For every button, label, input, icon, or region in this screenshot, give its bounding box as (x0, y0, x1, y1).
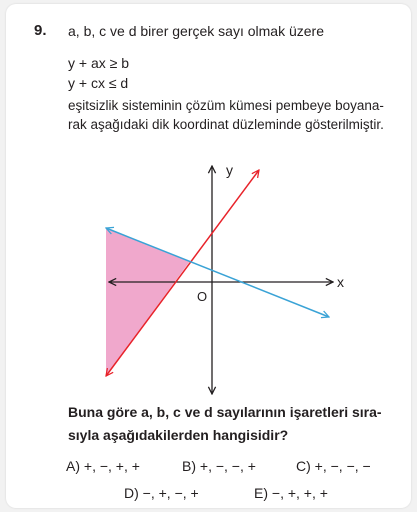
option-b-letter: B) (182, 458, 196, 474)
option-e-letter: E) (254, 485, 268, 501)
x-axis-label: x (337, 274, 344, 290)
option-c[interactable] (296, 458, 371, 474)
prompt-line-1: Buna göre a, b, c ve d sayılarının işaretleri sıra- (68, 404, 382, 420)
origin-label: O (197, 289, 208, 304)
y-axis-label: y (226, 162, 233, 178)
option-d[interactable] (124, 485, 199, 501)
prompt-line-2: sıyla aşağıdakilerden hangisidir? (68, 427, 289, 443)
option-d-letter: D) (124, 485, 139, 501)
option-b-text: +, −, −, + (199, 458, 256, 474)
solution-region (106, 228, 190, 376)
option-e[interactable] (254, 485, 328, 501)
option-c-letter: C) (296, 458, 311, 474)
question-stem: a, b, c ve d birer gerçek sayı olmak üzere (68, 23, 324, 39)
option-b[interactable] (182, 458, 256, 474)
question-prompt (68, 401, 398, 447)
option-c-text: +, −, −, − (314, 458, 371, 474)
option-a-letter: A) (66, 458, 80, 474)
option-d-text: −, +, −, + (142, 485, 199, 501)
inequality-2: y + cx ≤ d (68, 75, 129, 91)
inequality-1: y + ax ≥ b (68, 55, 129, 71)
option-e-text: −, +, +, + (271, 485, 328, 501)
question-number: 9. (34, 22, 47, 39)
option-a[interactable] (66, 458, 140, 474)
option-a-text: +, −, +, + (83, 458, 140, 474)
description-line-1: eşitsizlik sisteminin çözüm kümesi pembeye boyana- (68, 98, 384, 113)
description-line-2: rak aşağıdaki dik koordinat düzleminde gösterilmiştir. (68, 117, 384, 132)
